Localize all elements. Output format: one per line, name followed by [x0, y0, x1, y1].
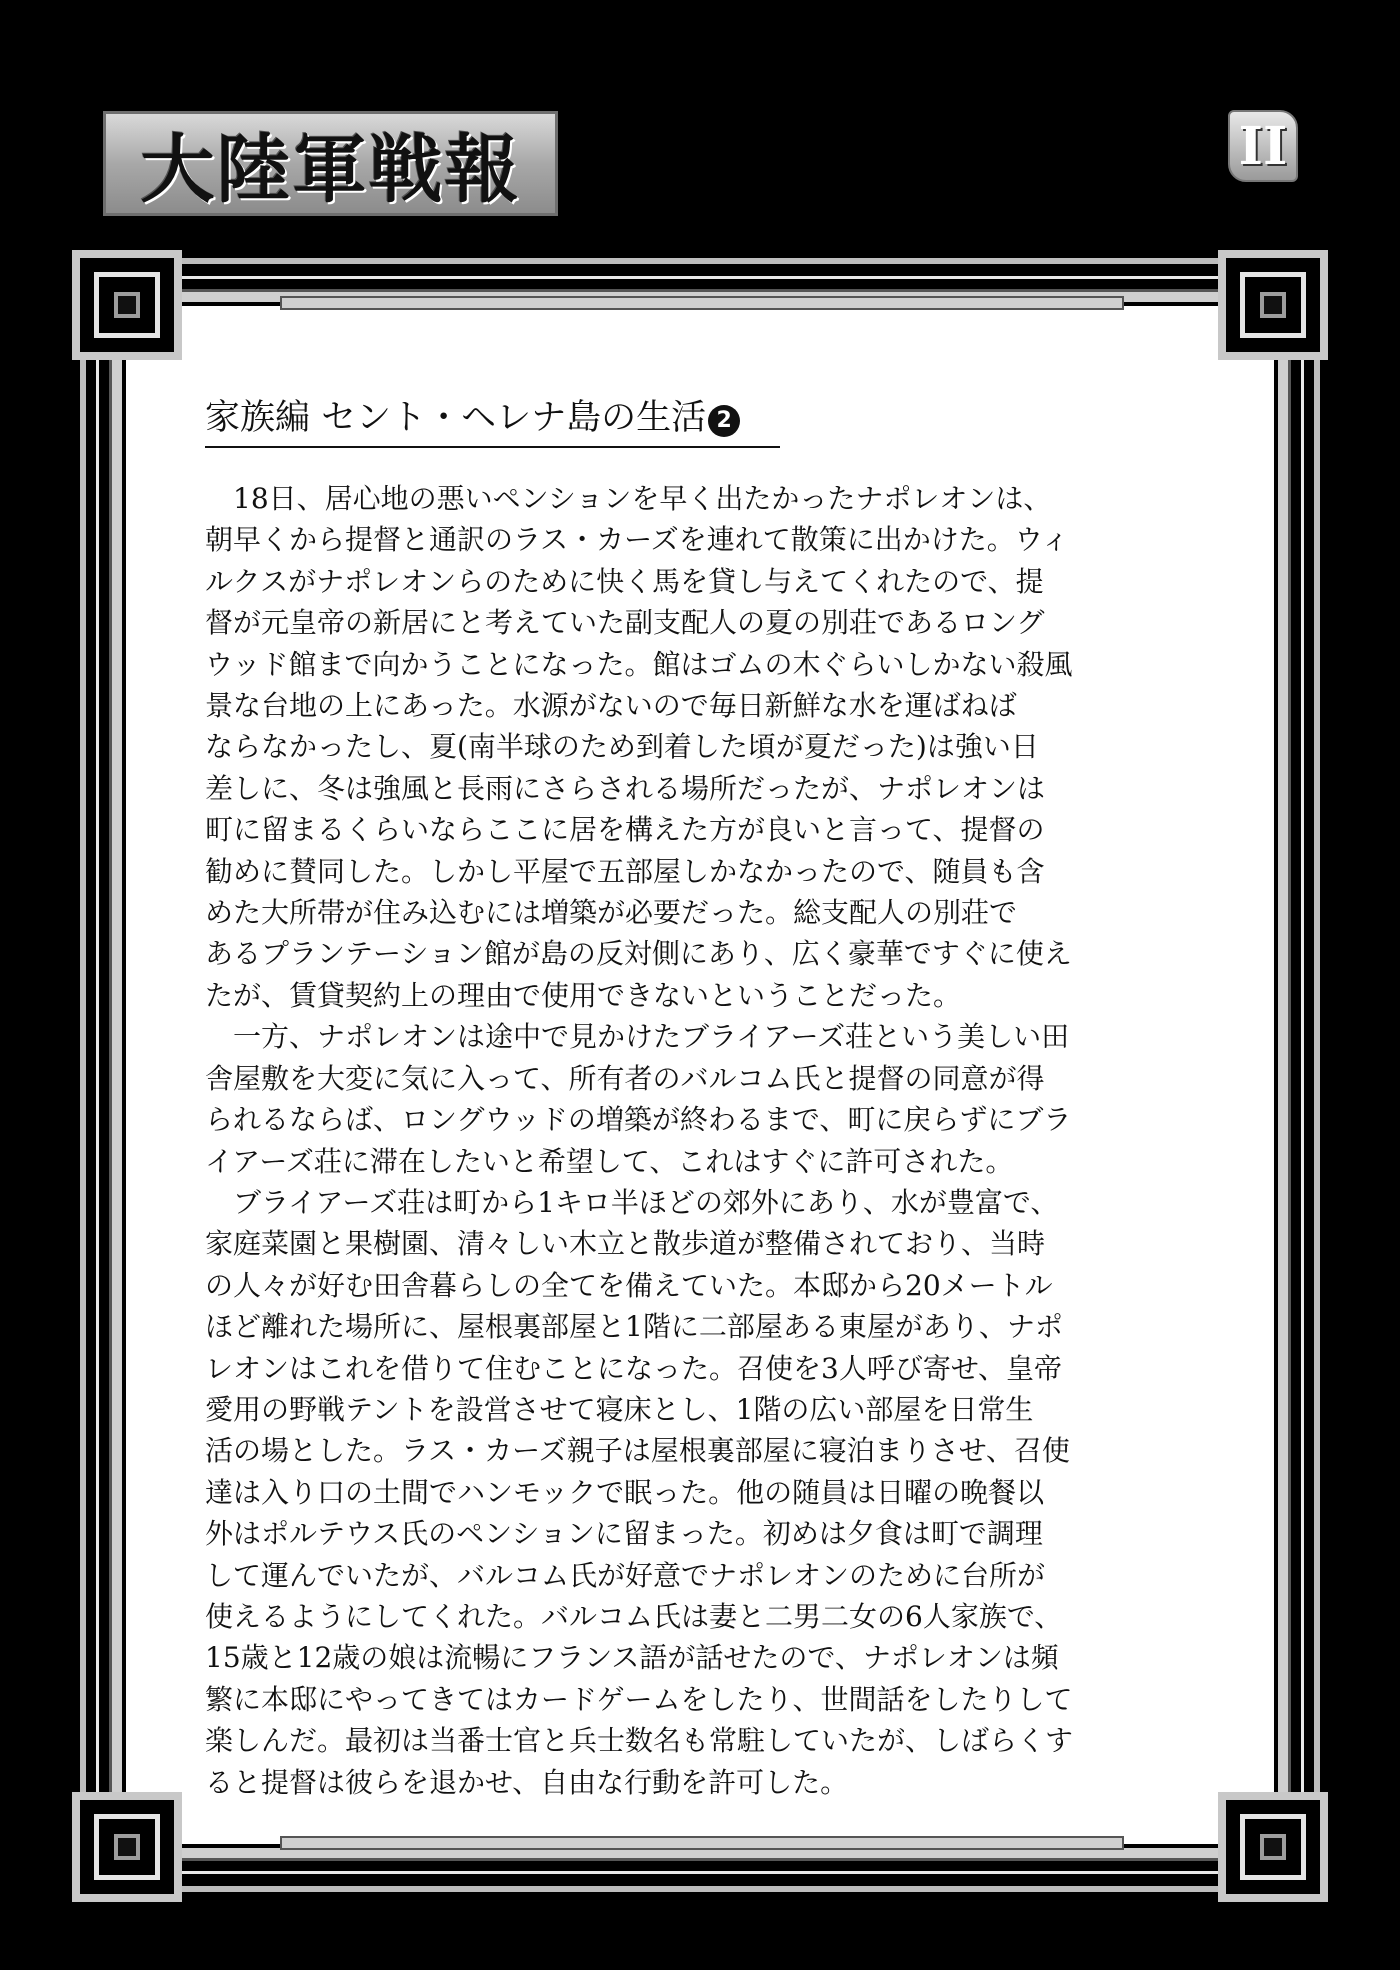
frame-top-bar: [280, 296, 1124, 310]
body-text-line: あるプランテーション館が島の反対側にあり、広く豪華ですぐに使え: [205, 937, 1072, 971]
body-text-line: 朝早くから提督と通訳のラス・カーズを連れて散策に出かけた。ウィ: [205, 523, 1070, 557]
body-text-line: ると提督は彼らを退かせ、自由な行動を許可した。: [205, 1765, 849, 1799]
body-text-line: 督が元皇帝の新居にと考えていた副支配人の夏の別荘であるロング: [205, 606, 1045, 640]
corner-ornament-top-right: [1218, 250, 1328, 360]
corner-ornament-top-left: [72, 250, 182, 360]
body-text-line: たが、賃貸契約上の理由で使用できないということだった。: [205, 978, 962, 1012]
corner-ornament-bottom-left: [72, 1792, 182, 1902]
body-text-line: ならなかったし、夏(南半球のため到着した頃が夏だった)は強い日: [205, 730, 1039, 764]
body-text-line: ほど離れた場所に、屋根裏部屋と1階に二部屋ある東屋があり、ナポ: [205, 1310, 1063, 1344]
body-text-line: して運んでいたが、バルコム氏が好意でナポレオンのために台所が: [205, 1558, 1046, 1592]
body-text-line: 景な台地の上にあった。水源がないので毎日新鮮な水を運ばねば: [205, 689, 1017, 723]
body-text-line: 家庭菜園と果樹園、清々しい木立と散歩道が整備されており、当時: [205, 1227, 1046, 1261]
body-text-line: 18日、居心地の悪いペンションを早く出たかったナポレオンは、: [205, 482, 1052, 515]
body-text-line: 勧めに賛同した。しかし平屋で五部屋しかなかったので、随員も含: [205, 854, 1045, 888]
corner-ornament-bottom-right: [1218, 1792, 1328, 1902]
body-text-line: 使えるようにしてくれた。バルコム氏は妻と二男二女の6人家族で、: [205, 1599, 1063, 1633]
section-number-badge: 2: [708, 405, 740, 437]
body-text-line: 一方、ナポレオンは途中で見かけたブライアーズ荘という美しい田: [205, 1020, 1070, 1054]
frame-bottom-bar: [280, 1836, 1124, 1850]
body-text-line: ルクスがナポレオンらのために快く馬を貸し与えてくれたので、提: [205, 564, 1044, 598]
body-text-line: られるならば、ロングウッドの増築が終わるまで、町に戻らずにブラ: [205, 1103, 1072, 1137]
body-text-line: 15歳と12歳の娘は流暢にフランス語が話せたので、ナポレオンは頻: [205, 1641, 1059, 1675]
body-text-line: ウッド館まで向かうことになった。館はゴムの木ぐらいしかない殺風: [205, 647, 1073, 681]
body-text-line: めた大所帯が住み込むには増築が必要だった。総支配人の別荘で: [205, 896, 1018, 930]
title-plate: [103, 111, 558, 216]
body-text-line: 外はポルテウス氏のペンションに留まった。初めは夕食は町で調理: [205, 1517, 1043, 1551]
body-text-line: 達は入り口の土間でハンモックで眠った。他の随員は日曜の晩餐以: [205, 1475, 1045, 1509]
volume-badge: [1228, 110, 1298, 182]
body-text-line: 活の場とした。ラス・カーズ親子は屋根裏部屋に寝泊まりさせ、召使: [205, 1434, 1070, 1468]
section-heading-text: 家族編 セント・ヘレナ島の生活: [205, 398, 707, 438]
body-text-line: 町に留まるくらいならここに居を構えた方が良いと言って、提督の: [205, 813, 1045, 847]
article-body: [205, 478, 1205, 1803]
body-text-line: の人々が好む田舎暮らしの全てを備えていた。本邸から20メートル: [205, 1268, 1053, 1302]
body-text-line: ブライアーズ荘は町から1キロ半ほどの郊外にあり、水が豊富で、: [205, 1185, 1059, 1219]
body-text-line: 楽しんだ。最初は当番士官と兵士数名も常駐していたが、しばらくす: [205, 1724, 1074, 1758]
body-text-line: レオンはこれを借りて住むことになった。召使を3人呼び寄せ、皇帝: [205, 1351, 1062, 1385]
section-heading: [205, 390, 780, 448]
body-text-line: 繁に本邸にやってきてはカードゲームをしたり、世間話をしたりして: [205, 1682, 1073, 1716]
body-text-line: 舎屋敷を大変に気に入って、所有者のバルコム氏と提督の同意が得: [205, 1061, 1045, 1095]
body-text-line: 差しに、冬は強風と長雨にさらされる場所だったが、ナポレオンは: [205, 771, 1046, 805]
body-text-line: 愛用の野戦テントを設営させて寝床とし、1階の広い部屋を日常生: [205, 1392, 1034, 1426]
body-text-line: イアーズ荘に滞在したいと希望して、これはすぐに許可された。: [205, 1144, 1014, 1178]
page-title: 大陸軍戦報: [140, 126, 521, 213]
volume-number: II: [1238, 115, 1288, 177]
